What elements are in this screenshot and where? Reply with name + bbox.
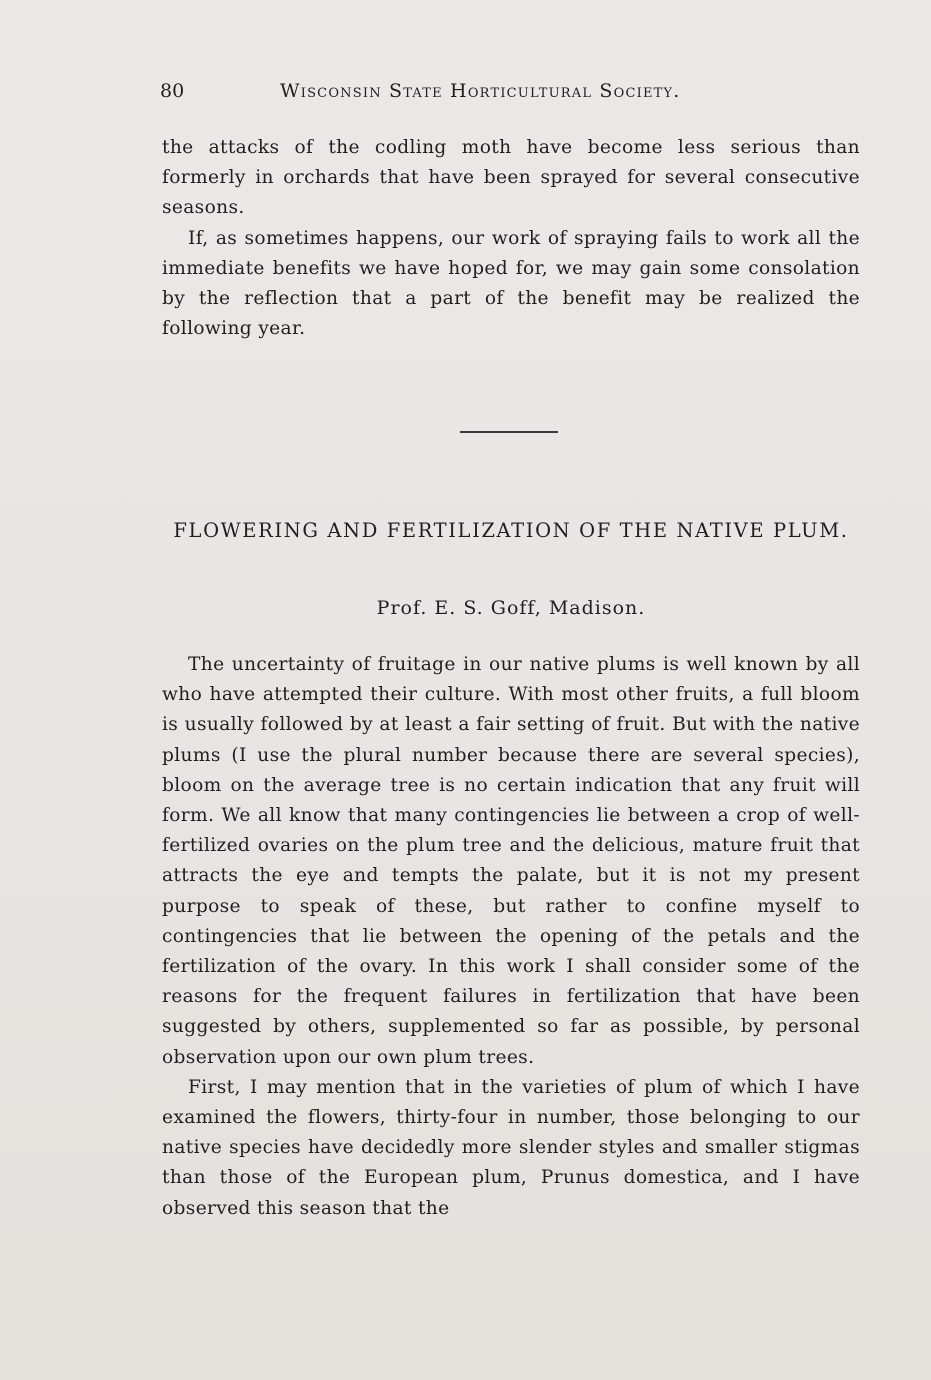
article-paragraph-2: First, I may mention that in the varieties of plum of which I have examined the flowers, thirty-four in number, those belonging to our native species have decidedly more slender styles and smaller stigmas than those of the European plum, Prunus domestica, and I have observed this season that the <box>162 1076 860 1219</box>
article-body <box>162 650 860 1224</box>
intro-paragraph-2: If, as sometimes happens, our work of spraying fails to work all the immediate benefits we have hoped for, we may gain some consolation by the reflection that a part of the benefit may be realized the following year. <box>162 227 860 340</box>
page-number: 80 <box>160 80 185 102</box>
running-title: Wisconsin State Horticultural Society. <box>280 80 681 102</box>
article-author: Prof. E. S. Goff, Madison. <box>376 597 646 619</box>
page-header <box>160 80 860 110</box>
intro-text <box>162 133 860 344</box>
section-divider <box>460 431 558 433</box>
article-paragraph-1: The uncertainty of fruitage in our native plums is well known by all who have attempted their culture. With most other fruits, a full bloom is usually followed by at least a fair setting of fruit. But with the native plums (I use the plural number because there are several species), bloom on the average tree is no certain indication that any fruit will form. We all know that many contingencies lie between a crop of well-fertilized ovaries on the plum tree and the delicious, mature fruit that attracts the eye and tempts the palate, but it is not my present purpose to speak of these, but rather to confine myself to contingencies that lie between the opening of the petals and the fertilization of the ovary. In this work I shall consider some of the reasons for the frequent failures in fertilization that have been suggested by others, supplemented so far as possible, by personal observation upon our own plum trees. <box>162 654 860 1068</box>
article-title: FLOWERING AND FERTILIZATION OF THE NATIVE PLUM. <box>173 519 849 542</box>
intro-paragraph-1: the attacks of the codling moth have become less serious than formerly in orchards that have been sprayed for several consecutive seasons. <box>162 137 860 219</box>
